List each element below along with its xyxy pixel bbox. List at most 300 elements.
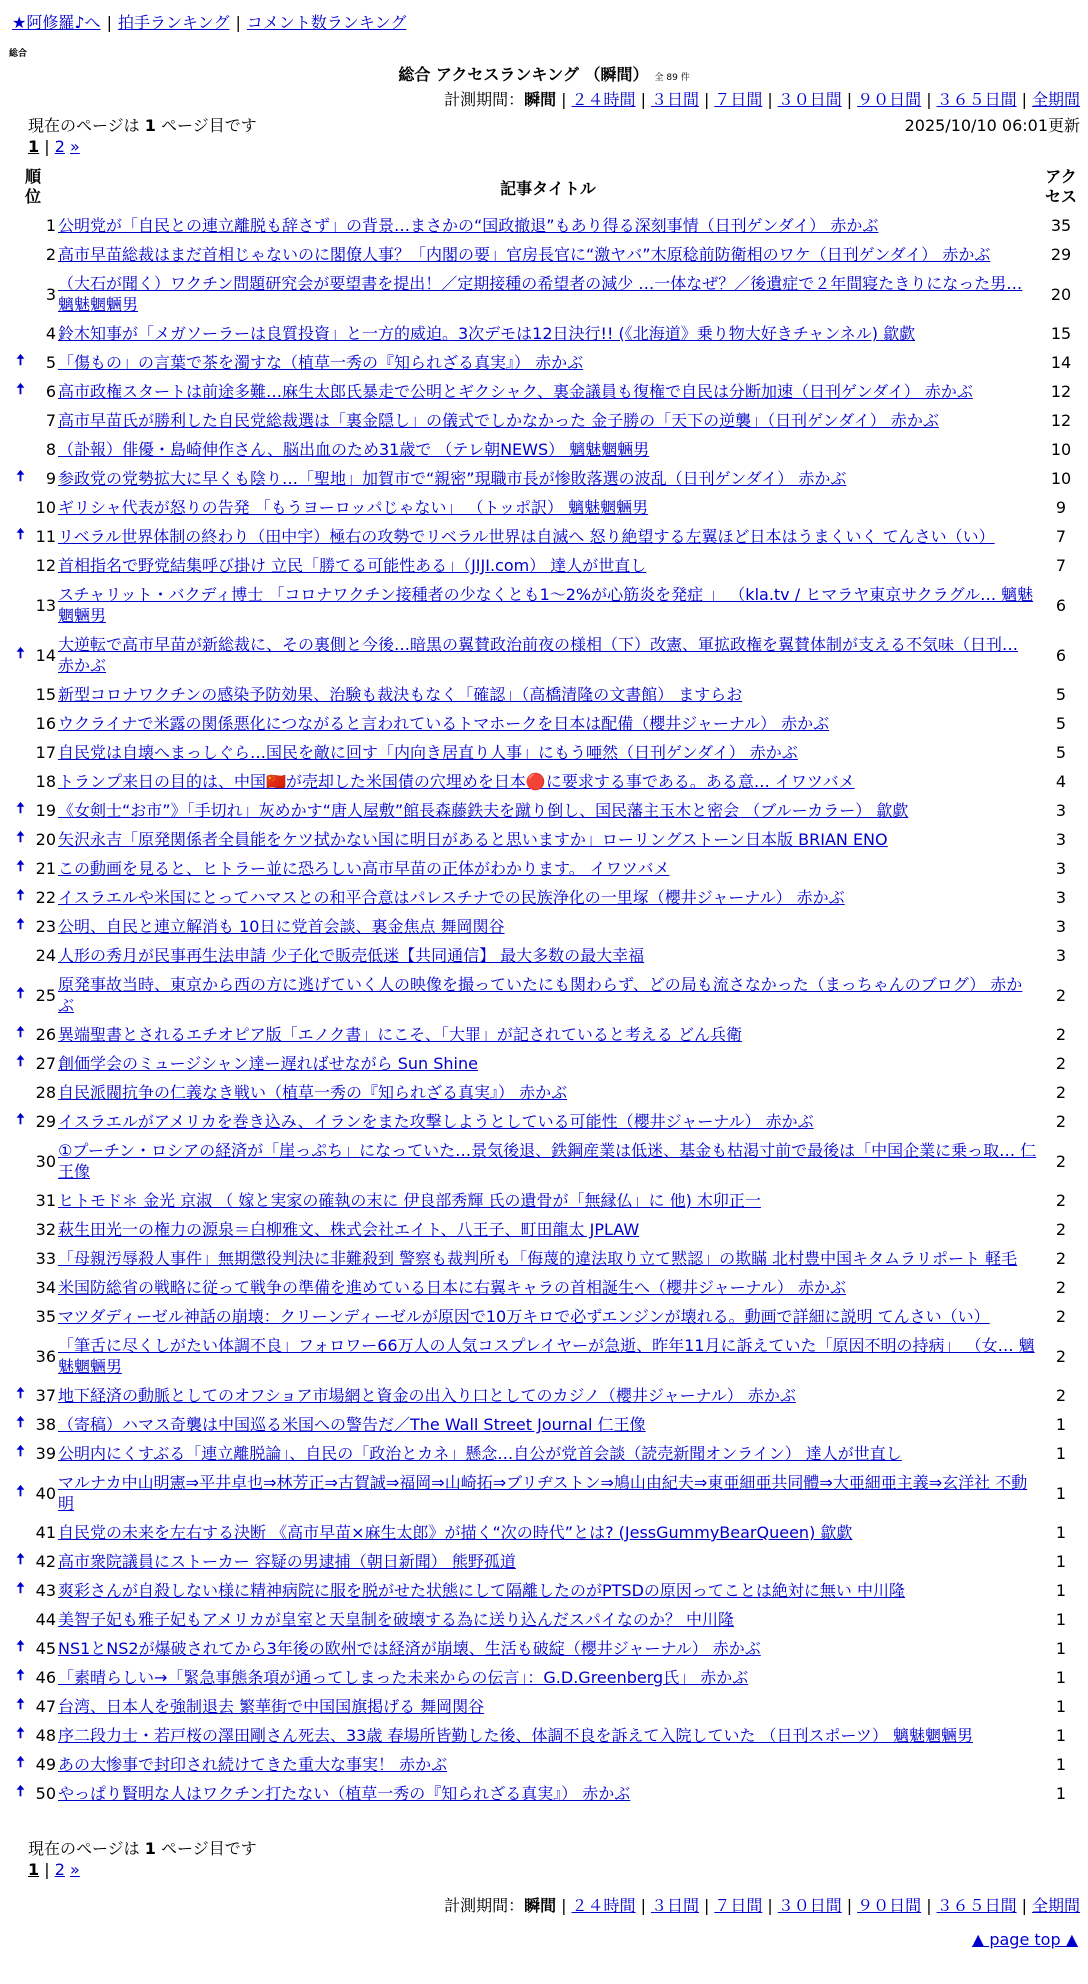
table-row [8, 1547, 1084, 1576]
article-title-cell [58, 1186, 1038, 1215]
table-row [8, 1331, 1084, 1381]
rank-number: 5 [45, 353, 56, 372]
applause-ranking-link[interactable]: 拍手ランキング [117, 13, 230, 32]
article-title-link[interactable]: 新型コロナワクチンの感染予防効果、治験も裁決もなく「確認」（高橋清隆の文書館） ますらお [58, 685, 743, 704]
table-row [8, 240, 1084, 269]
rank-change-cell [8, 680, 33, 709]
pager-separator: | [44, 1860, 50, 1879]
table-row [8, 377, 1084, 406]
table-row [8, 319, 1084, 348]
table-row [8, 1634, 1084, 1663]
article-title-link[interactable]: 高市早苗総裁はまだ首相じゃないのに閣僚人事？「内閣の要」官房長官に“激ヤバ”木原稔前防衛相のワケ（日刊ゲンダイ） 赤かぶ [58, 245, 991, 264]
access-count: 5 [1055, 685, 1067, 704]
rank-number: 29 [35, 1112, 56, 1131]
page-top-link[interactable]: ▲ page top ▲ [971, 1930, 1078, 1949]
access-count: 1 [1055, 1523, 1067, 1542]
article-title-cell [58, 1750, 1038, 1779]
article-title-cell [58, 211, 1038, 240]
article-title-cell [58, 464, 1038, 493]
rank-change-cell [8, 1518, 33, 1547]
table-row [8, 1078, 1084, 1107]
rank-change-cell [8, 1663, 33, 1692]
rank-number: 26 [35, 1025, 56, 1044]
rank-number: 25 [35, 985, 56, 1005]
rank-change-cell [8, 1547, 33, 1576]
period-all-link[interactable]: 全期間 [1031, 90, 1080, 109]
period-90d-link[interactable]: ９０日間 [857, 90, 922, 109]
article-title-link[interactable]: 原発事故当時、東京から西の方に逃げていく人の映像を撮っていたにも関わらず、どの局も流さなかった（まっちゃんのブログ） 赤かぶ [58, 975, 1023, 1015]
period-separator: | [703, 90, 710, 109]
rank-change-cell [8, 1634, 33, 1663]
article-title-link[interactable]: 高市衆院議員にストーカー 容疑の男逮捕（朝日新聞） 熊野孤道 [58, 1552, 516, 1571]
article-title-link[interactable]: 美智子妃も雅子妃もアメリカが皇室と天皇制を破壊する為に送り込んだスパイなのか？ 中川隆 [58, 1610, 734, 1629]
period-365d-link[interactable]: ３６５日間 [936, 90, 1017, 109]
rank-change-cell [8, 1078, 33, 1107]
article-title-link[interactable]: （大石が聞く）ワクチン問題研究会が要望書を提出！／定期接種の希望者の減少 …一体なぜ？／後遺症で２年間寝たきりになった男… 魑魅魍魎男 [58, 274, 1023, 314]
period-separator: | [767, 1896, 773, 1915]
period-separator: | [561, 1896, 567, 1915]
rank-change-cell [8, 1468, 33, 1518]
article-title-link[interactable]: ギリシャ代表が怒りの告発 「もうヨーロッパじゃない」 （トッポ訳） 魑魅魍魎男 [58, 498, 649, 517]
article-title-link[interactable]: （訃報）俳優・島崎伸作さん、脳出血のため31歳で （テレ朝NEWS） 魑魅魍魎男 [58, 440, 650, 459]
article-title-link[interactable]: リベラル世界体制の終わり（田中宇）極右の攻勢でリベラル世界は自滅へ 怒り絶望する左翼ほど日本はうまくいく てんさい（い） [58, 527, 995, 546]
access-count: 3 [1055, 830, 1067, 849]
rank-number: 40 [35, 1483, 56, 1503]
article-title-link[interactable]: 爽彩さんが自殺しない様に精神病院に服を脱がせた状態にして隔離したのがPTSDの原因ってことは絶対に無い 中川隆 [58, 1581, 905, 1600]
up-arrow-icon: 🠅 [16, 1481, 25, 1500]
article-title-link[interactable]: 米国防総省の戦略に従って戦争の準備を進めている日本に右翼キャラの首相誕生へ（櫻井ジャーナル） 赤かぶ [58, 1278, 846, 1297]
rank-number: 2 [45, 245, 56, 264]
rank-change-cell [8, 435, 33, 464]
article-title-cell [58, 1020, 1038, 1049]
rank-change-cell [8, 941, 33, 970]
pager-current: 1 [28, 1860, 40, 1879]
article-title-link[interactable]: イスラエルや米国にとってハマスとの和平合意はパレスチナでの民族浄化の一里塚（櫻井ジャーナル） 赤かぶ [58, 888, 845, 907]
rank-number: 10 [35, 498, 56, 517]
article-title-cell [58, 1136, 1038, 1186]
article-title-cell [58, 709, 1038, 738]
article-title-link[interactable]: この動画を見ると、ヒトラー並に恐ろしい高市早苗の正体がわかります。 イワツバメ [58, 859, 670, 878]
access-count: 2 [1055, 1025, 1067, 1044]
article-title-link[interactable]: 矢沢永吉「原発関係者全員能をケツ拭かない国に明日があると思いますか」ローリングストーン日本版 BRIAN ENO [58, 830, 888, 849]
rank-number: 43 [35, 1581, 56, 1600]
article-title-link[interactable]: やっぱり賢明な人はワクチン打たない（植草一秀の『知られざる真実』） 赤かぶ [58, 1784, 631, 1803]
article-title-cell [58, 1302, 1038, 1331]
table-row [8, 1518, 1084, 1547]
rank-header: 順位 [24, 167, 41, 206]
period-365d-link[interactable]: ３６５日間 [936, 1896, 1017, 1915]
pager-bottom [28, 1860, 80, 1879]
table-row [8, 738, 1084, 767]
period-90d-link[interactable]: ９０日間 [857, 1896, 922, 1915]
article-title-link[interactable]: 萩生田光一の権力の源泉＝白柳雅文、株式会社エイト、八王子、町田龍太 JPLAW [58, 1220, 640, 1239]
access-count: 3 [1055, 946, 1067, 965]
rank-change-cell [8, 825, 33, 854]
rank-number: 39 [35, 1444, 56, 1463]
article-title-link[interactable]: 人形の秀月が民事再生法申請 少子化で販売低迷【共同通信】 最大多数の最大幸福 [58, 946, 645, 965]
table-row [8, 269, 1084, 319]
access-header: アクセス [1044, 167, 1077, 206]
rank-number: 42 [35, 1552, 56, 1571]
article-title-cell [58, 1634, 1038, 1663]
rank-number: 3 [45, 284, 56, 304]
rank-change-cell [8, 211, 33, 240]
access-count: 1 [1055, 1483, 1067, 1503]
rank-number: 17 [35, 743, 56, 762]
access-count: 9 [1055, 498, 1067, 517]
period-separator: | [640, 1896, 646, 1915]
up-arrow-icon: 🠅 [16, 1579, 25, 1597]
period-3d-link[interactable]: ３日間 [650, 90, 699, 109]
rank-change-cell [8, 522, 33, 551]
up-arrow-icon: 🠅 [16, 828, 25, 846]
article-title-link[interactable]: NS1とNS2が爆破されてから3年後の欧州では経済が崩壊、生活も破綻（櫻井ジャーナル） 赤かぶ [58, 1639, 761, 1658]
access-count: 2 [1055, 1346, 1067, 1366]
period-24h-link[interactable]: ２４時間 [571, 1896, 636, 1915]
rank-number: 4 [45, 324, 56, 343]
table-row [8, 1721, 1084, 1750]
category-label: 総合 [9, 49, 28, 59]
table-row [8, 551, 1084, 580]
period-all-link[interactable]: 全期間 [1031, 1896, 1080, 1915]
table-row [8, 211, 1084, 240]
access-count: 4 [1055, 772, 1067, 791]
rank-change-cell [8, 1439, 33, 1468]
rank-number: 31 [35, 1191, 56, 1210]
table-row [8, 580, 1084, 630]
article-title-cell [58, 1439, 1038, 1468]
access-count: 2 [1055, 1220, 1067, 1239]
table-row [8, 522, 1084, 551]
title-header: 記事タイトル [500, 178, 596, 198]
period-selector-bottom [444, 1893, 1080, 1916]
up-arrow-icon: 🠅 [16, 351, 25, 369]
rank-number: 6 [45, 382, 56, 401]
access-count: 7 [1055, 556, 1067, 575]
article-title-cell [58, 319, 1038, 348]
page-info-bottom [28, 1836, 257, 1859]
access-count: 2 [1055, 1112, 1067, 1131]
article-title-link[interactable]: ウクライナで米露の関係悪化につながると言われているトマホークを日本は配備（櫻井ジャーナル） 赤かぶ [58, 714, 830, 733]
up-arrow-icon: 🠅 [16, 1413, 25, 1431]
up-arrow-icon: 🠅 [16, 1666, 25, 1684]
access-count: 5 [1055, 743, 1067, 762]
table-row [8, 1381, 1084, 1410]
table-row [8, 435, 1084, 464]
period-separator: | [926, 90, 932, 109]
access-count: 7 [1055, 527, 1067, 546]
article-title-link[interactable]: 「筆舌に尽くしがたい体調不良」フォロワー66万人の人気コスプレイヤーが急逝、昨年11月に訴えていた「原因不明の持病」 （女… 魑魅魍魎男 [58, 1336, 1035, 1376]
period-separator: | [703, 1896, 710, 1915]
article-title-link[interactable]: あの大惨事で封印され続けてきた重大な事実！ 赤かぶ [58, 1755, 448, 1774]
article-title-cell [58, 970, 1038, 1020]
pager-page-2-link[interactable]: 2 [54, 137, 65, 156]
period-7d-link[interactable]: ７日間 [714, 1896, 763, 1915]
rank-change-cell [8, 1049, 33, 1078]
rank-number: 21 [35, 859, 56, 878]
article-title-link[interactable]: スチャリット・バクディ博士 「コロナワクチン接種者の少なくとも1～2%が心筋炎を発症 」 （kla.tv / ヒマラヤ東京サクラグル… 魑魅魍魎男 [58, 585, 1034, 625]
rank-change-cell [8, 240, 33, 269]
rank-change-cell [8, 1779, 33, 1808]
rank-change-cell [8, 709, 33, 738]
article-title-cell [58, 1576, 1038, 1605]
article-title-link[interactable]: 高市政権スタートは前途多難…麻生太郎氏暴走で公明とギクシャク、裏金議員も復権で自民は分断加速（日刊ゲンダイ） 赤かぶ [58, 382, 973, 401]
rank-change-cell [8, 1244, 33, 1273]
access-count: 2 [1055, 1191, 1067, 1210]
article-title-link[interactable]: トランプ来日の目的は、中国🇨🇳が売却した米国債の穴埋めを日本🔴に要求する事である。ある意… イワツバメ [58, 772, 855, 791]
rank-change-cell [8, 377, 33, 406]
top-navigation [12, 10, 406, 33]
rank-change-cell [8, 348, 33, 377]
article-title-link[interactable]: イスラエルがアメリカを巻き込み、イランをまた攻撃しようとしている可能性（櫻井ジャーナル） 赤かぶ [58, 1112, 814, 1131]
article-title-link[interactable]: 自民党は自壊へまっしぐら…国民を敵に回す「内向き居直り人事」にもう唖然（日刊ゲンダイ） 赤かぶ [58, 743, 798, 762]
article-title-link[interactable]: ①プーチン・ロシアの経済が「崖っぷち」になっていた…景気後退、鉄鋼産業は低迷、基金も枯渇寸前で最後は「中国企業に乗っ取… 仁王像 [58, 1141, 1037, 1181]
access-count: 6 [1055, 645, 1067, 665]
rank-number: 44 [35, 1610, 56, 1629]
table-row [8, 1439, 1084, 1468]
article-title-link[interactable]: 鈴木知事が「メガソーラーは良質投資」と一方的威迫。3次デモは12日決行!! (《北海道》乗り物大好きチャンネル) 歙歔 [58, 324, 916, 343]
article-title-cell [58, 377, 1038, 406]
article-title-cell [58, 269, 1038, 319]
rank-change-cell [8, 1186, 33, 1215]
page-info-prefix: 現在のページは [28, 116, 140, 135]
table-row [8, 854, 1084, 883]
table-row [8, 1663, 1084, 1692]
table-row [8, 883, 1084, 912]
table-row [8, 1020, 1084, 1049]
access-count: 1 [1055, 1639, 1067, 1658]
article-title-link[interactable]: 公明党が「自民との連立離脱も辞さず」の背景…まさかの“国政撤退”もあり得る深刻事情（日刊ゲンダイ） 赤かぶ [58, 216, 879, 235]
rank-number: 1 [45, 216, 56, 235]
up-arrow-icon: 🠅 [16, 886, 25, 904]
access-count: 1 [1055, 1784, 1067, 1803]
up-arrow-icon: 🠅 [16, 380, 25, 398]
rank-change-cell [8, 1136, 33, 1186]
table-row [8, 941, 1084, 970]
table-row [8, 1049, 1084, 1078]
period-separator: | [1021, 90, 1027, 109]
article-title-cell [58, 406, 1038, 435]
rank-number: 19 [35, 801, 56, 820]
table-row [8, 1302, 1084, 1331]
article-title-link[interactable]: 自民党の未来を左右する決断 《高市早苗×麻生太郎》が描く“次の時代”とは? (JessGummyBearQueen) 歙歔 [58, 1523, 853, 1542]
pager-next-link[interactable]: » [70, 137, 80, 156]
period-7d-link[interactable]: ７日間 [714, 90, 763, 109]
access-count: 12 [1050, 411, 1072, 430]
access-count: 1 [1055, 1755, 1067, 1774]
table-row [8, 493, 1084, 522]
rank-change-cell [8, 1605, 33, 1634]
up-arrow-icon: 🠅 [16, 525, 25, 543]
page-info-top [28, 113, 257, 136]
table-row [8, 709, 1084, 738]
rank-change-cell [8, 551, 33, 580]
up-arrow-icon: 🠅 [16, 643, 25, 662]
rank-number: 9 [45, 469, 56, 488]
article-title-cell [58, 767, 1038, 796]
table-row [8, 1186, 1084, 1215]
article-title-cell [58, 551, 1038, 580]
article-title-link[interactable]: 地下経済の動脈としてのオフショア市場網と資金の出入り口としてのカジノ（櫻井ジャーナル） 赤かぶ [58, 1386, 796, 1405]
up-arrow-icon: 🠅 [16, 1110, 25, 1128]
article-title-cell [58, 1547, 1038, 1576]
rank-change-cell [8, 1215, 33, 1244]
access-count: 1 [1055, 1610, 1067, 1629]
rank-change-cell [8, 767, 33, 796]
access-count: 20 [1050, 284, 1072, 304]
home-link[interactable]: ★阿修羅♪へ [12, 13, 101, 32]
article-title-cell [58, 738, 1038, 767]
period-separator: | [1021, 1896, 1027, 1915]
article-title-link[interactable]: 創価学会のミュージシャン達ー遅ればせながら Sun Shine [58, 1054, 478, 1073]
table-row [8, 1750, 1084, 1779]
access-count: 1 [1055, 1552, 1067, 1571]
article-title-cell [58, 825, 1038, 854]
rank-change-cell [8, 1107, 33, 1136]
period-label: 計測期間： [444, 90, 525, 109]
article-title-link[interactable]: 公明、自民と連立解消も 10日に党首会談、裏金焦点 舞岡関谷 [58, 917, 505, 936]
access-count: 12 [1050, 382, 1072, 401]
rank-number: 22 [35, 888, 56, 907]
access-count: 6 [1055, 595, 1067, 615]
article-title-link[interactable]: マツダディーゼル神話の崩壊：クリーンディーゼルが原因で10万キロで必ずエンジンが壊れる。動画で詳細に説明 てんさい（い） [58, 1307, 990, 1326]
access-count: 2 [1055, 1278, 1067, 1297]
pager-current: 1 [28, 137, 40, 156]
up-arrow-icon: 🠅 [16, 1753, 25, 1771]
rank-number: 48 [35, 1726, 56, 1745]
article-title-link[interactable]: マルナカ中山明憲⇒平井卓也⇒林芳正⇒古賀誠⇒福岡⇒山崎拓⇒ブリヂストン⇒鳩山由紀夫⇒東亜細亜共同體⇒大亜細亜主義⇒玄洋社 不動明 [58, 1473, 1028, 1513]
pager-page-2-link[interactable]: 2 [54, 1860, 65, 1879]
access-count: 1 [1055, 1415, 1067, 1434]
period-30d-link[interactable]: ３０日間 [777, 90, 842, 109]
table-row [8, 406, 1084, 435]
article-title-link[interactable]: 台湾、日本人を強制退去 繁華街で中国国旗掲げる 舞岡関谷 [58, 1697, 485, 1716]
article-title-cell [58, 1410, 1038, 1439]
page-info-prefix: 現在のページは [28, 1839, 140, 1858]
pager-separator: | [44, 137, 50, 156]
table-row [8, 464, 1084, 493]
rank-number: 14 [35, 645, 56, 665]
article-title-cell [58, 493, 1038, 522]
table-row [8, 1273, 1084, 1302]
comment-ranking-link[interactable]: コメント数ランキング [246, 13, 407, 32]
up-arrow-icon: 🠅 [16, 915, 25, 933]
rank-number: 16 [35, 714, 56, 733]
article-title-link[interactable]: 「母親汚辱殺人事件」無期懲役判決に非難殺到 警察も裁判所も「侮蔑的違法取り立て黙認」の欺瞞 北村豊中国キタムラリポート 軽毛 [58, 1249, 1018, 1268]
article-title-cell [58, 1663, 1038, 1692]
article-title-link[interactable]: 「素晴らしい→「緊急事態条項が通ってしまった未来からの伝言」：G.D.Greenberg氏」 赤かぶ [58, 1668, 749, 1687]
access-count: 1 [1055, 1444, 1067, 1463]
article-title-cell [58, 240, 1038, 269]
access-count: 2 [1055, 1083, 1067, 1102]
article-title-cell [58, 1273, 1038, 1302]
rank-number: 49 [35, 1755, 56, 1774]
access-count: 5 [1055, 714, 1067, 733]
rank-number: 47 [35, 1697, 56, 1716]
article-title-cell [58, 1518, 1038, 1547]
period-separator: | [846, 1896, 853, 1915]
rank-number: 41 [35, 1523, 56, 1542]
up-arrow-icon: 🠅 [16, 467, 25, 485]
period-24h-link[interactable]: ２４時間 [571, 90, 636, 109]
article-title-cell [58, 522, 1038, 551]
up-arrow-icon: 🠅 [16, 1442, 25, 1460]
rank-number: 36 [35, 1346, 56, 1366]
article-title-cell [58, 1692, 1038, 1721]
article-title-cell [58, 680, 1038, 709]
access-count: 2 [1055, 1054, 1067, 1073]
rank-change-cell [8, 1721, 33, 1750]
access-count: 15 [1050, 324, 1072, 343]
rank-change-cell [8, 630, 33, 680]
access-count: 10 [1050, 440, 1072, 459]
article-title-link[interactable]: 高市早苗氏が勝利した自民党総裁選は「裏金隠し」の儀式でしかなかった 金子勝の「天下の逆襲」（日刊ゲンダイ） 赤かぶ [58, 411, 939, 430]
rank-change-cell [8, 1273, 33, 1302]
article-title-link[interactable]: 公明内にくすぶる「連立離脱論」、自民の「政治とカネ」懸念…自公が党首会談（読売新聞オンライン） 達人が世直し [58, 1444, 902, 1463]
rank-change-cell [8, 796, 33, 825]
nav-separator: | [106, 13, 112, 32]
rank-number: 11 [35, 527, 56, 546]
article-title-link[interactable]: （寄稿）ハマス奇襲は中国巡る米国への警告だ／The Wall Street Journal 仁王像 [58, 1415, 646, 1434]
article-title-link[interactable]: 参政党の党勢拡大に早くも陰り…「聖地」加賀市で“親密”現職市長が惨敗落選の波乱（日刊ゲンダイ） 赤かぶ [58, 469, 847, 488]
article-title-link[interactable]: 大逆転で高市早苗が新総裁に、その裏側と今後…暗黒の翼賛政治前夜の様相（下）改憲、軍拡政権を翼賛体制が支える不気味（日刊… 赤かぶ [58, 635, 1019, 675]
table-row [8, 825, 1084, 854]
rank-change-cell [8, 464, 33, 493]
rank-change-cell [8, 1576, 33, 1605]
up-arrow-icon: 🠅 [16, 983, 25, 1002]
rank-change-cell [8, 406, 33, 435]
table-row [8, 348, 1084, 377]
access-count: 14 [1050, 353, 1072, 372]
pager-next-link[interactable]: » [70, 1860, 80, 1879]
rank-number: 24 [35, 946, 56, 965]
rank-number: 33 [35, 1249, 56, 1268]
period-30d-link[interactable]: ３０日間 [777, 1896, 842, 1915]
ranking-table [8, 163, 1084, 1808]
article-title-link[interactable]: 《女剣士“お市”》「手切れ」灰めかす“唐人屋敷”館長森藤鉄夫を蹴り倒し、国民藩主玉木と密会 （ブルーカラー） 歙歔 [58, 801, 909, 820]
rank-change-cell [8, 912, 33, 941]
article-title-link[interactable]: 「傷もの」の言葉で茶を濁すな（植草一秀の『知られざる真実』） 赤かぶ [58, 353, 584, 372]
rank-number: 32 [35, 1220, 56, 1239]
article-title-link[interactable]: ヒトモド＊ 金光 京淑 （ 嫁と実家の確執の末に 伊良部秀輝 氏の遺骨が「無縁仏」に 他) 木卯正一 [58, 1191, 761, 1210]
rank-change-cell [8, 738, 33, 767]
article-title-cell [58, 1721, 1038, 1750]
article-title-link[interactable]: 自民派閥抗争の仁義なき戦い（植草一秀の『知られざる真実』） 赤かぶ [58, 1083, 568, 1102]
page-info-number: 1 [144, 116, 156, 135]
rank-change-cell [8, 493, 33, 522]
page-info-number: 1 [144, 1839, 156, 1858]
rank-number: 45 [35, 1639, 56, 1658]
table-row [8, 680, 1084, 709]
article-title-link[interactable]: 首相指名で野党結集呼び掛け 立民「勝てる可能性ある」（JIJI.com） 達人が世直し [58, 556, 647, 575]
period-separator: | [767, 90, 773, 109]
article-title-link[interactable]: 異端聖書とされるエチオピア版「エノク書」にこそ、「大罪」が記されていると考える どん兵衛 [58, 1025, 742, 1044]
rank-number: 8 [45, 440, 56, 459]
rank-change-cell [8, 1302, 33, 1331]
up-arrow-icon: 🠅 [16, 1637, 25, 1655]
period-current: 瞬間 [524, 1896, 557, 1915]
table-row [8, 1576, 1084, 1605]
article-title-cell [58, 1107, 1038, 1136]
article-title-cell [58, 1215, 1038, 1244]
article-title-link[interactable]: 序二段力士・若戸桜の澤田剛さん死去、33歳 春場所皆勤した後、体調不良を訴えて入院していた （日刊スポーツ） 魑魅魍魎男 [58, 1726, 973, 1745]
period-3d-link[interactable]: ３日間 [650, 1896, 699, 1915]
up-arrow-icon: 🠅 [16, 1724, 25, 1742]
page-info-suffix: ページ目です [161, 1839, 257, 1858]
rank-number: 46 [35, 1668, 56, 1687]
access-count: 2 [1055, 1307, 1067, 1326]
table-row [8, 970, 1084, 1020]
